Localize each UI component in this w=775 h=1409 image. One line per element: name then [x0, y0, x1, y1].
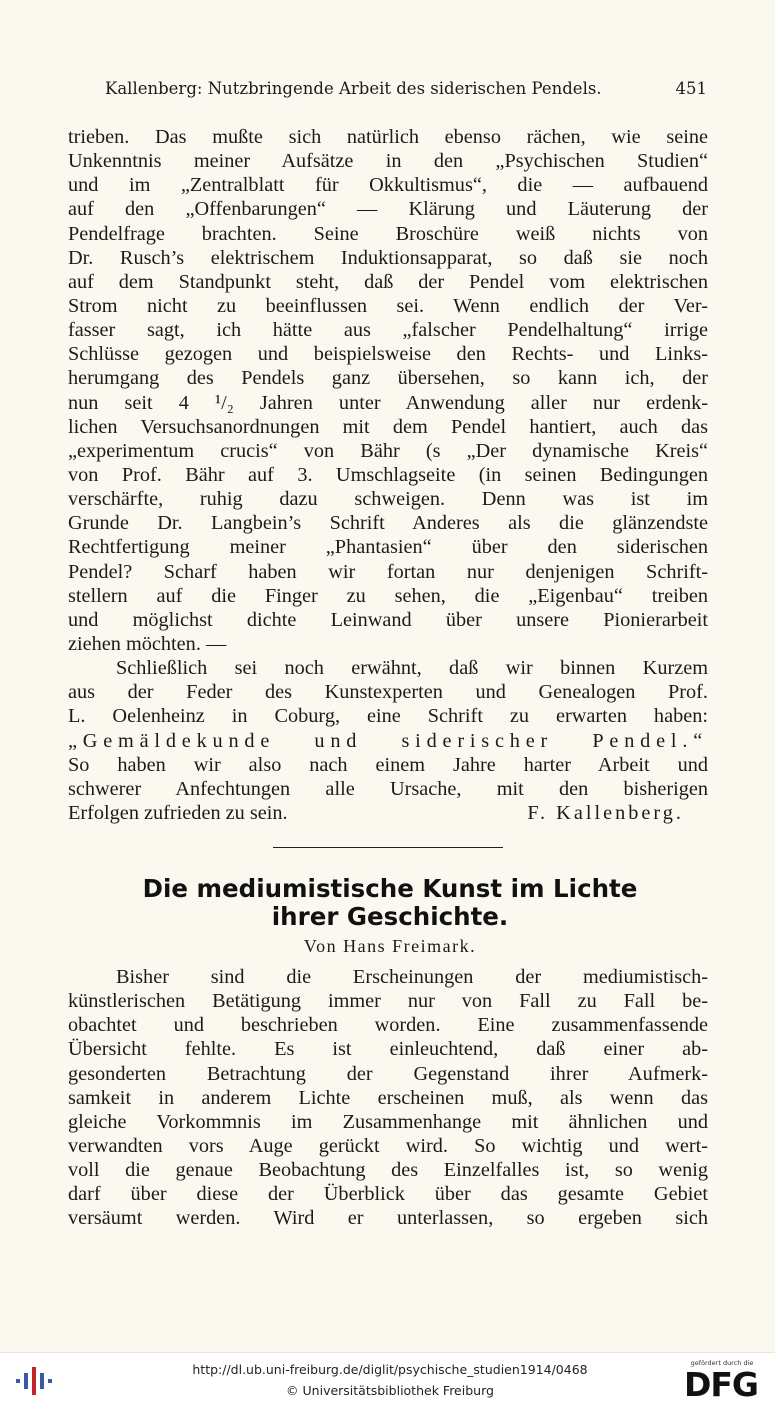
kallenberg-text — [68, 125, 708, 825]
text-line-spaced: „Gemäldekunde und siderischer Pendel.“ — [68, 729, 708, 752]
text-line: verwandten vors Auge gerückt wird. So wichtig und wert- — [68, 1134, 708, 1157]
article-byline: Von Hans Freimark. — [303, 936, 477, 956]
permalink-url[interactable]: http://dl.ub.uni-freiburg.de/diglit/psychische_studien1914/0468 — [192, 1362, 588, 1377]
article-title-line-2: ihrer Geschichte. — [271, 902, 509, 931]
running-head-title: Kallenberg: Nutzbringende Arbeit des siderischen Pendels. — [105, 79, 602, 98]
text-line: versäumt werden. Wird er unterlassen, so ergeben sich — [68, 1207, 708, 1230]
text-line: Pendel? Scharf haben wir fortan nur denjenigen Schrift- — [68, 560, 708, 583]
closing-line — [68, 801, 708, 825]
text-line: fasser sagt, ich hätte aus „falscher Pendelhaltung“ irrige — [68, 319, 708, 342]
text-line: von Prof. Bähr auf 3. Umschlagseite (in seinen Bedingungen — [68, 463, 708, 486]
text-line: lichen Versuchsanordnungen mit dem Pendel hantiert, auch das — [68, 415, 708, 438]
text-line: obachtet und beschrieben worden. Eine zusammenfassende — [68, 1014, 708, 1037]
text-line: L. Oelenheinz in Coburg, eine Schrift zu erwarten haben: — [68, 705, 708, 728]
viewer-footer — [0, 1352, 775, 1409]
text-line: verschärfte, ruhig dazu schweigen. Denn was ist im — [68, 488, 708, 511]
text-line: auf dem Standpunkt steht, daß der Pendel vom elektrischen — [68, 270, 708, 293]
text-line: und möglichst dichte Leinwand über unsere Pionierarbeit — [68, 608, 708, 631]
text-line: schwerer Anfechtungen alle Ursache, mit den bisherigen — [68, 777, 708, 800]
article-text — [68, 965, 708, 1231]
text-line: aus der Feder des Kunstexperten und Genealogen Prof. — [68, 681, 708, 704]
article-title-line-1: Die mediumistische Kunst im Lichte — [142, 874, 638, 903]
signature: F. Kallenberg. — [527, 801, 684, 824]
text-line: ziehen möchten. — — [68, 632, 227, 655]
text-line: Pendelfrage brachten. Seine Broschüre weiß nichts von — [68, 222, 708, 245]
text-line: Dr. Rusch’s elektrischem Induktionsapparat, so daß sie noch — [68, 246, 708, 269]
text-line: und im „Zentralblatt für Okkultismus“, die — aufbauend — [68, 174, 708, 197]
text-line: Schließlich sei noch erwähnt, daß wir binnen Kurzem — [116, 657, 708, 680]
text-line: Rechtfertigung meiner „Phantasien“ über den siderischen — [68, 536, 708, 559]
text-line: Schlüsse gezogen und beispielsweise den Rechts- und Links- — [68, 343, 708, 366]
text-line: gesonderten Betrachtung der Gegenstand ihrer Aufmerk- — [68, 1062, 708, 1085]
text-line: voll die genaue Beobachtung des Einzelfalles ist, so wenig — [68, 1159, 708, 1182]
section-divider — [273, 847, 503, 848]
text-line: nun seit 4 ¹/₂ Jahren unter Anwendung aller nur erdenk- — [68, 391, 708, 414]
text-line: künstlerischen Betätigung immer nur von Fall zu Fall be- — [68, 990, 708, 1013]
page-number: 451 — [675, 79, 707, 98]
text-line: trieben. Das mußte sich natürlich ebenso rächen, wie seine — [68, 126, 708, 148]
dfg-caption: gefördert durch die — [690, 1359, 754, 1367]
text-line: „experimentum crucis“ von Bähr (s „Der dynamische Kreis“ — [68, 439, 708, 462]
text-line: gleiche Vorkommnis im Zusammenhange mit ähnlichen und — [68, 1110, 708, 1133]
text-line: darf über diese der Überblick über das gesamte Gebiet — [68, 1183, 708, 1206]
text-line: Bisher sind die Erscheinungen der mediumistisch- — [116, 966, 708, 988]
text-line: stellern auf die Finger zu sehen, die „Eigenbau“ treiben — [68, 584, 708, 607]
text-line: samkeit in anderem Lichte erscheinen muß, als wenn das — [68, 1086, 708, 1109]
copyright-notice: © Universitätsbibliothek Freiburg — [286, 1383, 494, 1398]
text-line: Grunde Dr. Langbein’s Schrift Anderes als die glänzendste — [68, 512, 708, 535]
closing-text: Erfolgen zufrieden zu sein. — [68, 801, 288, 824]
text-line: Übersicht fehlte. Es ist einleuchtend, daß einer ab- — [68, 1038, 708, 1061]
running-head — [105, 78, 705, 100]
dfg-logo[interactable]: DFG — [683, 1365, 759, 1404]
text-line: Unkenntnis meiner Aufsätze in den „Psychischen Studien“ — [68, 150, 708, 173]
text-line: herumgang des Pendels ganz übersehen, so kann ich, der — [68, 367, 708, 390]
text-line: auf den „Offenbarungen“ — Klärung und Läuterung der — [68, 198, 708, 221]
library-logo-icon[interactable] — [14, 1363, 54, 1399]
text-line: Strom nicht zu beeinflussen sei. Wenn endlich der Ver- — [68, 294, 708, 317]
text-line: So haben wir also nach einem Jahre harter Arbeit und — [68, 753, 708, 776]
